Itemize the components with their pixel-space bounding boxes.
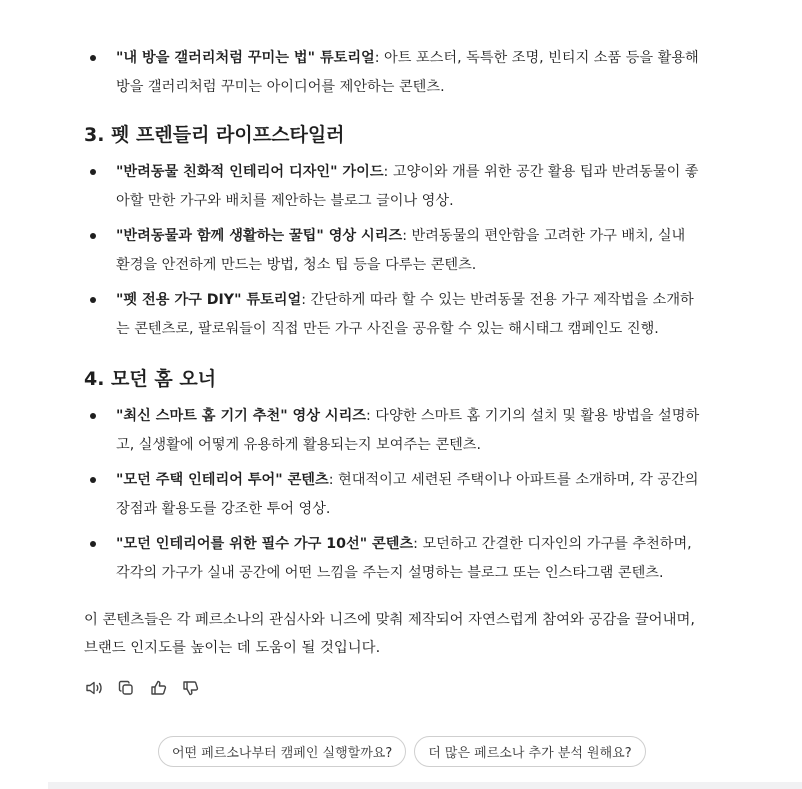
- list-item: [84, 466, 798, 524]
- closing-text-cont: 브랜드 인지도를 높이는 데 도움이 될 것입니다.: [84, 640, 381, 656]
- item-text: : 고양이와 개를 위한 공간 활용 팁과 반려동물이 좋: [383, 164, 699, 180]
- item-title: "내 방을 갤러리처럼 꾸미는 법" 튜토리얼: [116, 50, 375, 66]
- suggestion-chip-more-personas[interactable]: 더 많은 페르소나 추가 분석 원해요?: [414, 736, 645, 767]
- item-title: "반려동물 친화적 인테리어 디자인" 가이드: [116, 164, 384, 180]
- item-title: "모던 주택 인테리어 투어" 콘텐츠: [116, 472, 329, 488]
- list-item: [84, 530, 798, 588]
- item-title: "반려동물과 함께 생활하는 꿀팁" 영상 시리즈: [116, 228, 403, 244]
- list-item: [84, 402, 798, 460]
- bullet: [90, 55, 96, 61]
- message-actions: [84, 678, 200, 698]
- item-text-cont: 아할 만한 가구와 배치를 제안하는 블로그 글이나 영상.: [116, 193, 454, 209]
- suggestion-chip-campaign[interactable]: 어떤 페르소나부터 캠페인 실행할까요?: [158, 736, 406, 767]
- bullet: [90, 477, 96, 483]
- closing-text: 이 콘텐츠들은 각 페르소나의 관심사와 니즈에 맞춰 제작되어 자연스럽게 참여와 공감을 끌어내며,: [84, 612, 695, 628]
- suggestion-chips: [158, 736, 646, 767]
- item-text-cont: 각각의 가구가 실내 공간에 어떤 느낌을 주는지 설명하는 블로그 또는 인스타그램 콘텐츠.: [116, 565, 664, 581]
- item-text: : 다양한 스마트 홈 기기의 설치 및 활용 방법을 설명하: [366, 408, 700, 424]
- item-text-cont: 방을 갤러리처럼 꾸미는 아이디어를 제안하는 콘텐츠.: [116, 79, 445, 95]
- bullet: [90, 297, 96, 303]
- bullet: [90, 413, 96, 419]
- item-title: "모던 인테리어를 위한 필수 가구 10선" 콘텐츠: [116, 536, 414, 552]
- item-text: : 현대적이고 세련된 주택이나 아파트를 소개하며, 각 공간의: [328, 472, 699, 488]
- thumbs-up-icon[interactable]: [148, 678, 168, 698]
- bullet: [90, 169, 96, 175]
- item-title: "펫 전용 가구 DIY" 튜토리얼: [116, 292, 302, 308]
- list-item: [84, 286, 798, 344]
- item-title: "최신 스마트 홈 기기 추천" 영상 시리즈: [116, 408, 366, 424]
- input-area-edge: [48, 782, 802, 789]
- list-item: [84, 44, 798, 102]
- item-text: : 반려동물의 편안함을 고려한 가구 배치, 실내: [402, 228, 686, 244]
- partial-list: [84, 44, 798, 102]
- item-text-cont: 고, 실생활에 어떻게 유용하게 활용되는지 보여주는 콘텐츠.: [116, 437, 482, 453]
- list-item: [84, 222, 798, 280]
- thumbs-down-icon[interactable]: [180, 678, 200, 698]
- item-text: : 아트 포스터, 독특한 조명, 빈티지 소품 등을 활용해: [374, 50, 699, 66]
- copy-icon[interactable]: [116, 678, 136, 698]
- item-text: : 간단하게 따라 할 수 있는 반려동물 전용 가구 제작법을 소개하: [301, 292, 694, 308]
- bullet: [90, 541, 96, 547]
- bullet: [90, 233, 96, 239]
- section-heading: 4. 모던 홈 오너: [84, 368, 217, 390]
- section-heading: 3. 펫 프렌들리 라이프스타일러: [84, 124, 345, 146]
- item-text-cont: 환경을 안전하게 만드는 방법, 청소 팁 등을 다루는 콘텐츠.: [116, 257, 477, 273]
- section-list: [84, 402, 798, 594]
- item-text-cont: 는 콘텐츠로, 팔로워들이 직접 만든 가구 사진을 공유할 수 있는 해시태그 캠페인도 진행.: [116, 321, 659, 337]
- list-item: [84, 158, 798, 216]
- closing-paragraph: [84, 606, 798, 662]
- speaker-icon[interactable]: [84, 678, 104, 698]
- section-list: [84, 158, 798, 350]
- item-text: : 모던하고 간결한 디자인의 가구를 추천하며,: [413, 536, 692, 552]
- item-text-cont: 장점과 활용도를 강조한 투어 영상.: [116, 501, 331, 517]
